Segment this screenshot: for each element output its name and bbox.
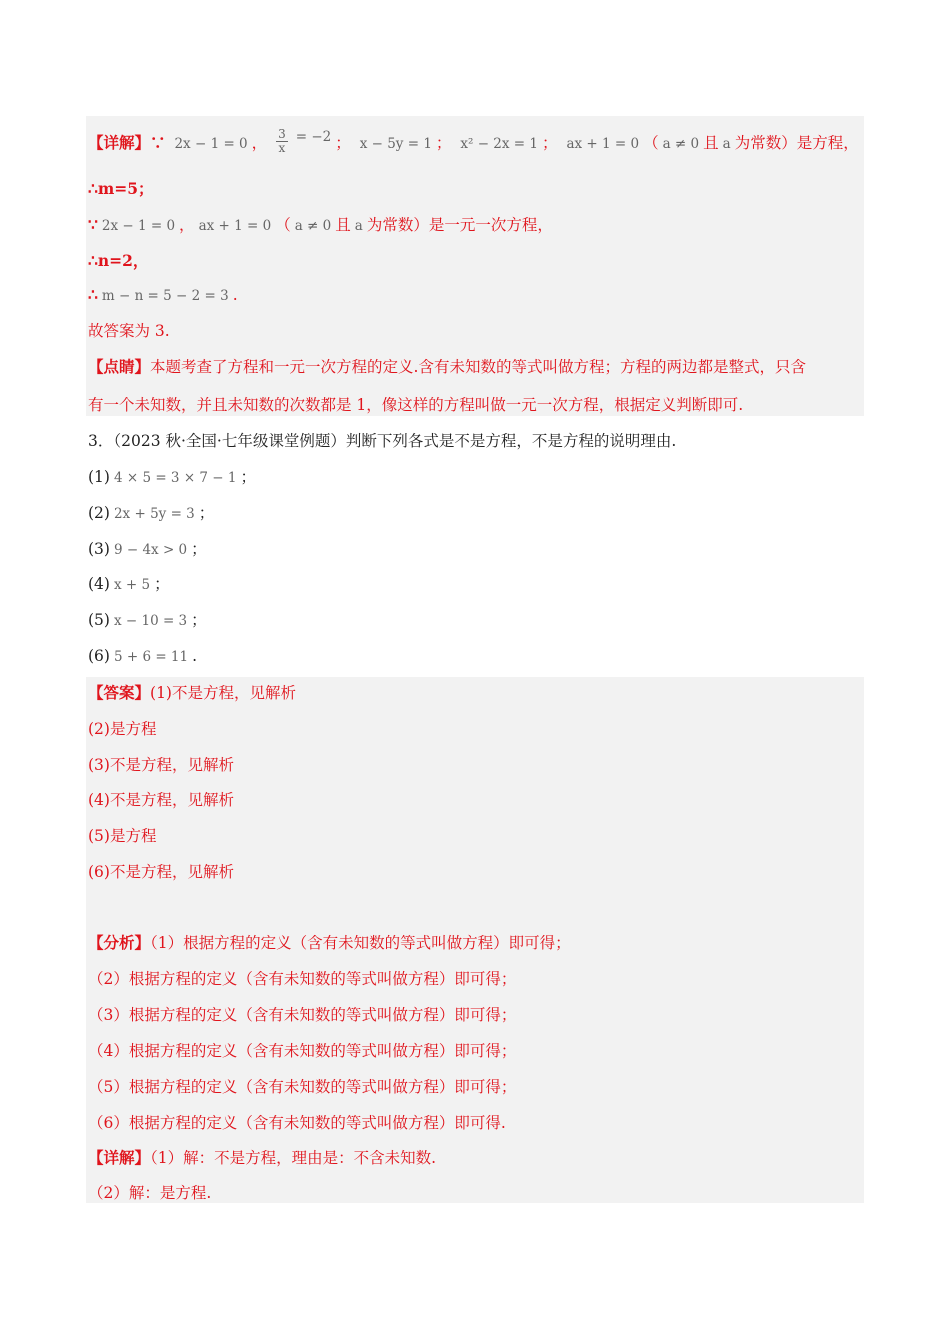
answer-line: 故答案为 3.: [88, 322, 170, 340]
analysis-line-5: （5）根据方程的定义（含有未知数的等式叫做方程）即可得；: [88, 1078, 517, 1096]
detail3-line-2: （2）解：是方程.: [88, 1184, 212, 1202]
eq-3: x − 5y = 1: [359, 136, 432, 152]
eq-1: 2x − 1 = 0: [174, 136, 248, 152]
q3-item-5: (5) x − 10 = 3 ；: [88, 611, 207, 629]
point-tag: 【点睛】: [88, 357, 151, 376]
answer3-line-6: (6)不是方程，见解析: [88, 863, 234, 881]
q3-item-6: (6) 5 + 6 = 11 .: [88, 647, 198, 665]
q3-item-1: (1) 4 × 5 = 3 × 7 − 1 ；: [88, 468, 257, 486]
point-line-1: 【点睛】本题考查了方程和一元一次方程的定义.含有未知数的等式叫做方程；方程的两边都是整式，只含: [88, 357, 806, 376]
detail-tag: 【详解】: [88, 133, 151, 152]
q3-item-3: (3) 9 − 4x > 0 ；: [88, 540, 207, 558]
answer3-line-2: (2)是方程: [88, 720, 157, 738]
detail1-line: 【详解】∵ 2x − 1 = 0 ， $\frac{3}{x}$ = −2 ； x − 5y = 1 ； x² − 2x = 1 ； ax + 1 = 0 （ a ≠ 0 且 a 为常数）是方程，: [88, 126, 859, 155]
analysis-line-1: 【分析】（1）根据方程的定义（含有未知数的等式叫做方程）即可得；: [88, 933, 571, 952]
answer3-line-5: (5)是方程: [88, 827, 157, 845]
q3-item-2: (2) 2x + 5y = 3 ；: [88, 504, 215, 522]
m-line: ∴m=5；: [88, 179, 154, 198]
answer-tag: 【答案】: [88, 683, 151, 702]
analysis-line-4: （4）根据方程的定义（含有未知数的等式叫做方程）即可得；: [88, 1042, 517, 1060]
n-line: ∴n=2，: [88, 251, 149, 270]
question3-stem: 3．（2023 秋·全国·七年级课堂例题）判断下列各式是不是方程，不是方程的说明理由.: [88, 432, 677, 450]
point-line-2: 有一个未知数，并且未知数的次数都是 1，像这样的方程叫做一元一次方程，根据定义判断即可.: [88, 396, 744, 414]
answer3-line-1: 【答案】(1)不是方程，见解析: [88, 683, 296, 702]
answer3-line-4: (4)不是方程，见解析: [88, 791, 234, 809]
eq-5: ax + 1 = 0: [566, 136, 640, 152]
q3-item-4: (4) x + 5 ；: [88, 575, 170, 593]
analysis-line-6: （6）根据方程的定义（含有未知数的等式叫做方程）即可得.: [88, 1114, 506, 1132]
eq-4: x² − 2x = 1: [460, 136, 538, 152]
one-var-line: ∵ 2x − 1 = 0 ， ax + 1 = 0 （ a ≠ 0 且 a 为常数）是一元一次方程，: [88, 215, 553, 234]
mn-line: ∴ m − n = 5 − 2 = 3 .: [88, 285, 238, 304]
detail3-line-1: 【详解】（1）解：不是方程，理由是：不含未知数.: [88, 1148, 437, 1167]
analysis-line-3: （3）根据方程的定义（含有未知数的等式叫做方程）即可得；: [88, 1006, 517, 1024]
analysis-line-2: （2）根据方程的定义（含有未知数的等式叫做方程）即可得；: [88, 970, 517, 988]
answer3-line-3: (3)不是方程，见解析: [88, 756, 234, 774]
detail3-tag: 【详解】: [88, 1148, 151, 1167]
fraction-eq: $\frac{3}{x}$: [278, 126, 286, 155]
analysis-tag: 【分析】: [88, 933, 151, 952]
